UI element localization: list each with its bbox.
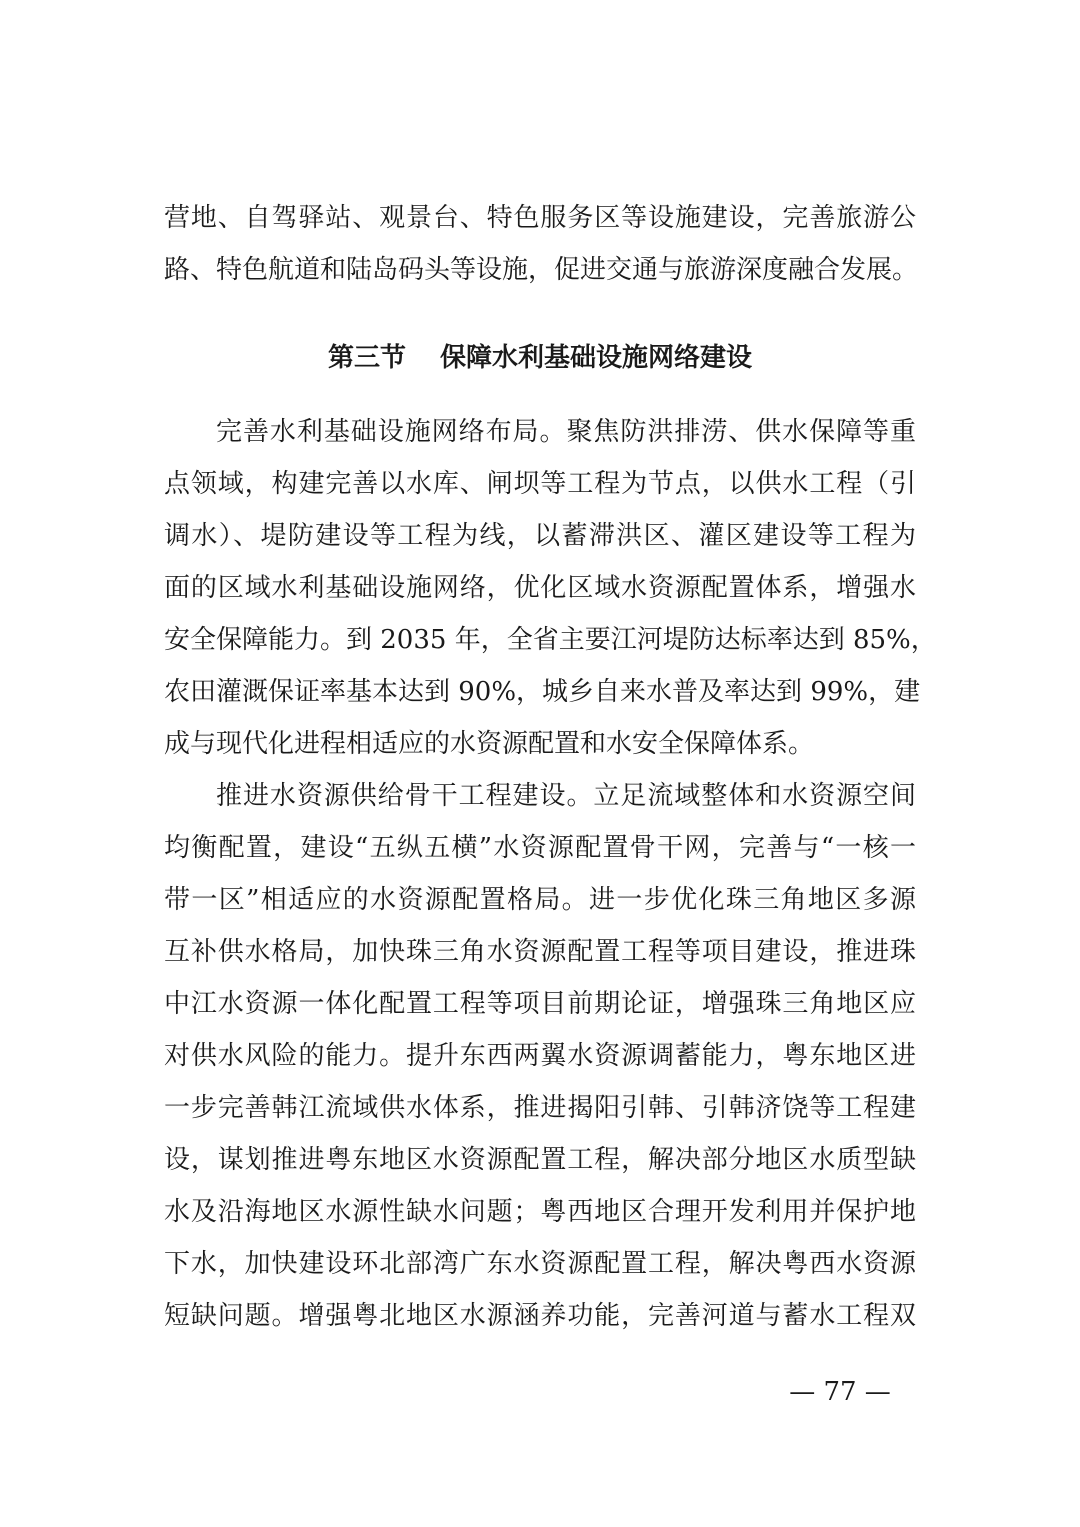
text-line: 短缺问题。增强粤北地区水源涵养功能，完善河道与蓄水工程双: [164, 1301, 916, 1331]
text-line: 完善水利基础设施网络布局。聚焦防洪排涝、供水保障等重: [216, 417, 916, 447]
text-line: 成与现代化进程相适应的水资源配置和水安全保障体系。: [164, 729, 815, 759]
text-line: 设，谋划推进粤东地区水资源配置工程，解决部分地区水质型缺: [164, 1145, 916, 1175]
section-number: 第三节: [327, 343, 406, 373]
page-number: — 77 —: [789, 1377, 891, 1407]
text-line: 点领域，构建完善以水库、闸坝等工程为节点，以供水工程（引: [164, 469, 916, 499]
text-line: 调水）、堤防建设等工程为线，以蓄滞洪区、灌区建设等工程为: [164, 521, 916, 551]
text-line: 下水，加快建设环北部湾广东水资源配置工程，解决粤西水资源: [164, 1249, 916, 1279]
section-heading: [164, 328, 916, 388]
text-line: 面的区域水利基础设施网络，优化区域水资源配置体系，增强水: [164, 573, 916, 603]
text-line: 互补供水格局，加快珠三角水资源配置工程等项目建设，推进珠: [164, 937, 916, 967]
text-line: 中江水资源一体化配置工程等项目前期论证，增强珠三角地区应: [164, 989, 916, 1019]
text-line: 一步完善韩江流域供水体系，推进揭阳引韩、引韩济饶等工程建: [164, 1093, 916, 1123]
text-line: 带一区”相适应的水资源配置格局。进一步优化珠三角地区多源: [164, 885, 916, 915]
text-line: 农田灌溉保证率基本达到 90%，城乡自来水普及率达到 99%，建: [164, 677, 921, 707]
text-line: 均衡配置，建设“五纵五横”水资源配置骨干网，完善与“一核一: [164, 833, 916, 863]
text-line: 对供水风险的能力。提升东西两翼水资源调蓄能力，粤东地区进: [164, 1041, 916, 1071]
paragraph-water-network: [164, 406, 937, 770]
text-line: 安全保障能力。到 2035 年，全省主要江河堤防达标率达到 85%，: [164, 625, 937, 655]
paragraph-water-supply: [164, 770, 916, 1342]
text-line: 推进水资源供给骨干工程建设。立足流域整体和水资源空间: [216, 781, 916, 811]
intro-paragraph: [164, 192, 919, 296]
text-line: 营地、自驾驿站、观景台、特色服务区等设施建设，完善旅游公: [164, 203, 916, 233]
text-line: 水及沿海地区水源性缺水问题；粤西地区合理开发利用并保护地: [164, 1197, 916, 1227]
section-title: 保障水利基础设施网络建设: [440, 343, 753, 373]
text-line: 路、特色航道和陆岛码头等设施，促进交通与旅游深度融合发展。: [164, 255, 919, 285]
document-page: [164, 192, 937, 1342]
